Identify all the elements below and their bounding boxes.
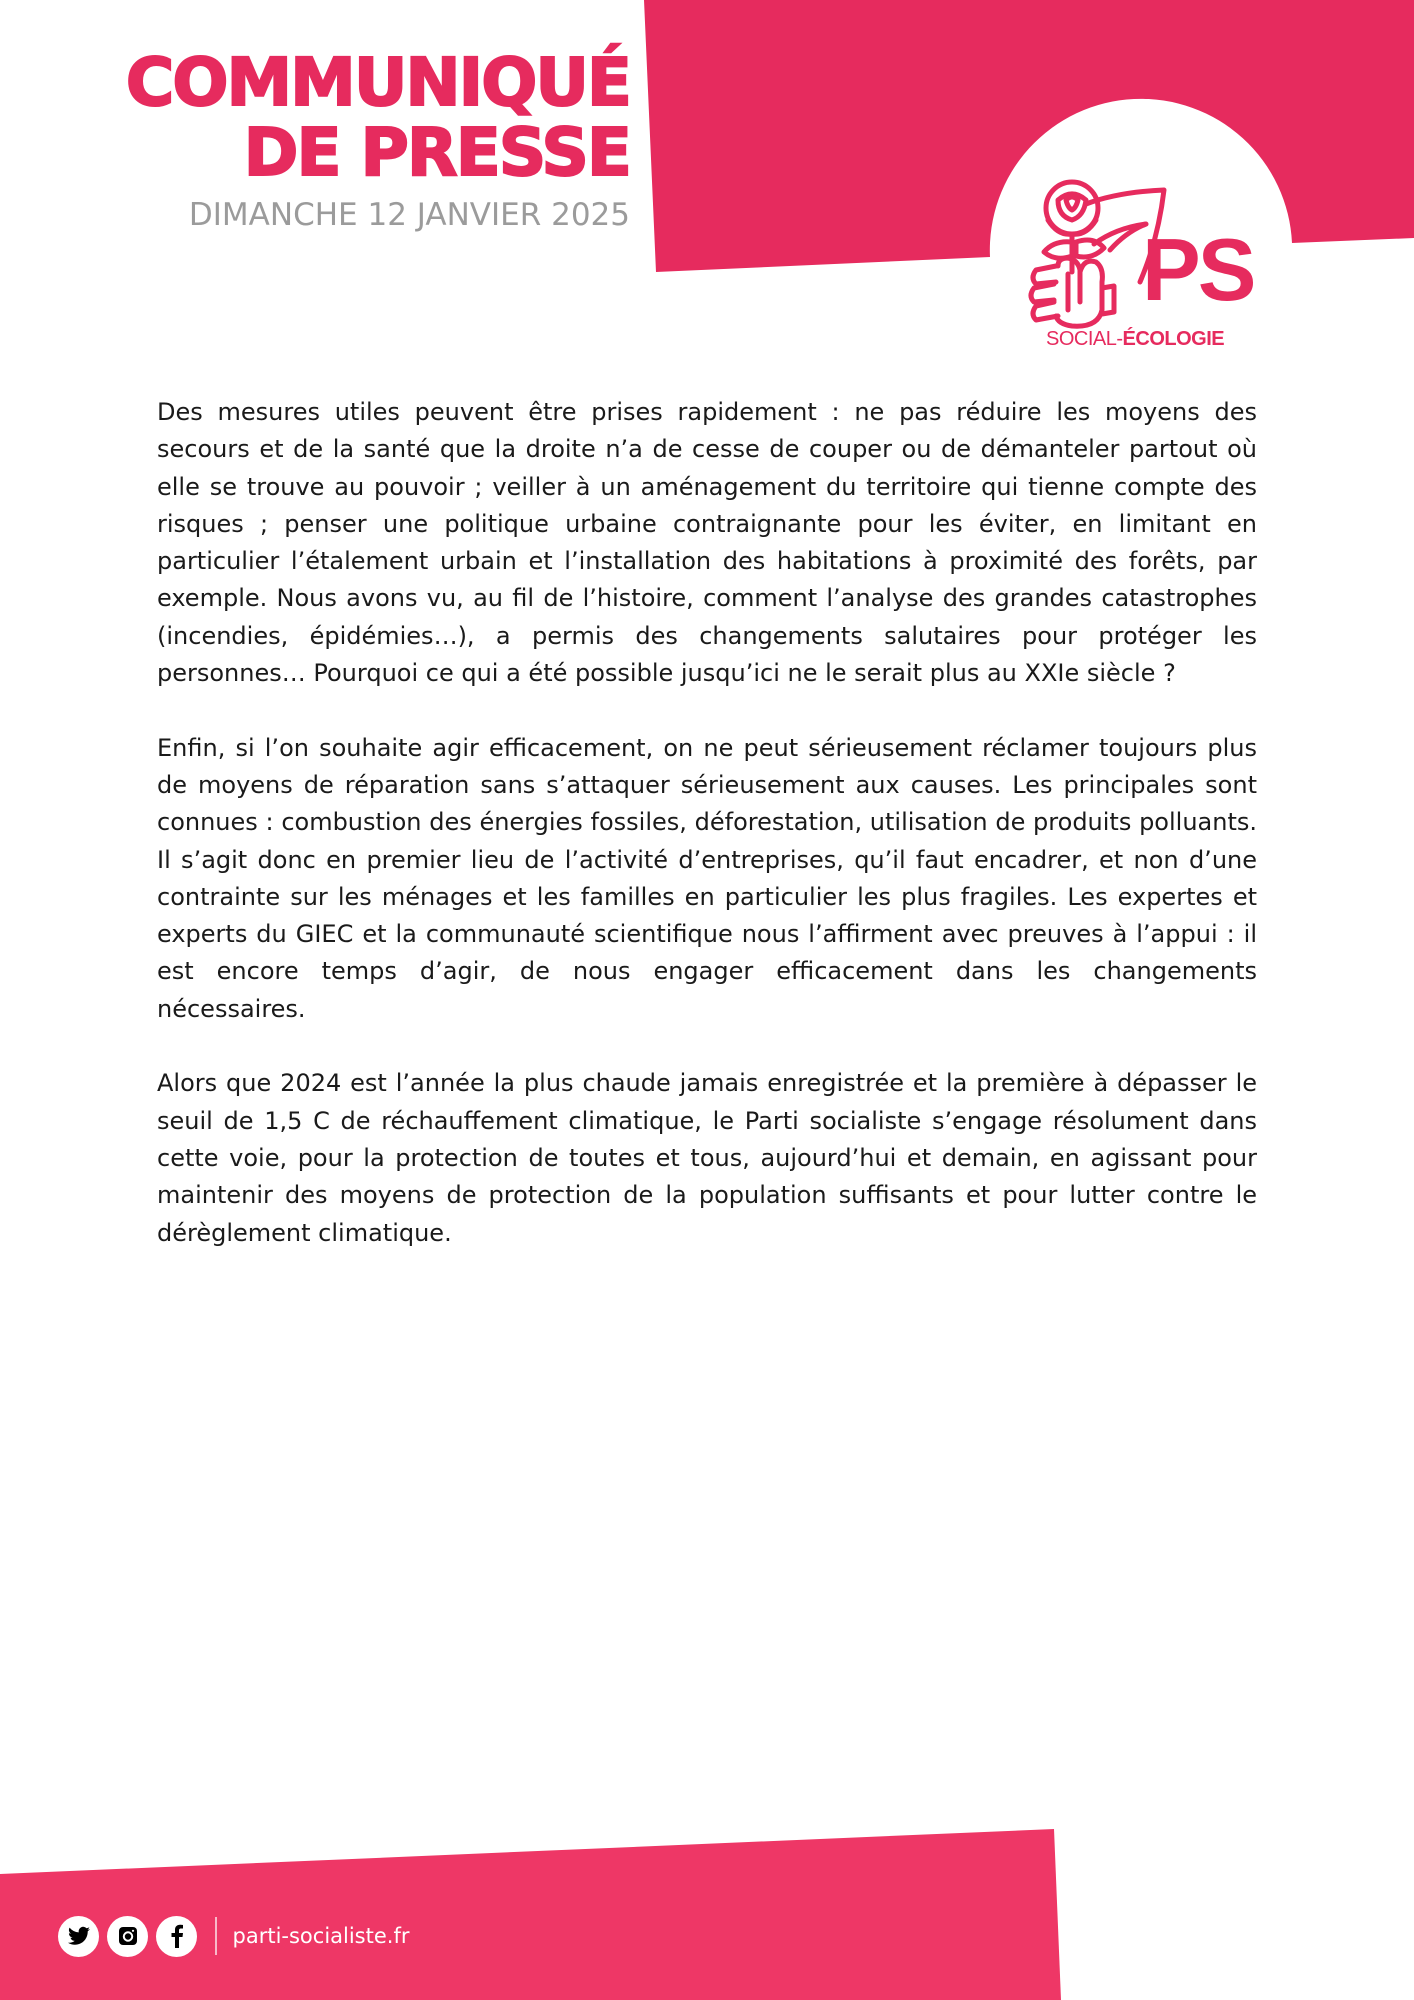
ps-logo xyxy=(1028,170,1264,356)
facebook-icon xyxy=(171,1924,183,1948)
logo-tagline xyxy=(1046,328,1224,350)
twitter-icon xyxy=(68,1926,90,1946)
instagram-icon xyxy=(119,1927,137,1945)
body-paragraph-1: Des mesures utiles peuvent être prises rapidement : ne pas réduire les moyens des secours et de la santé que la droite n’a de cesse de couper ou de démanteler partout où elle se trouve au pouvoir ; veiller à un aménagement du territoire qui tienne compte des risques ; penser une politique urbaine contraignante pour les éviter, en limitant en particulier l’étalement urbain et l’installation des habitations à proximité des forêts, par exemple. Nous avons vu, au fil de l’histoire, comment l’analyse des grandes catastrophes (incendies, épidémies…), a permis des changements salutaires pour protéger les personnes… Pourquoi ce qui a été possible jusqu’ici ne le serait plus au XXIe siècle ? xyxy=(157,398,1257,688)
facebook-link[interactable] xyxy=(156,1916,197,1957)
social-links xyxy=(58,1915,409,1957)
twitter-link[interactable] xyxy=(58,1916,99,1957)
footer-banner xyxy=(0,1820,1414,2000)
logo-letters: PS xyxy=(1142,220,1254,319)
press-release-body xyxy=(157,394,1257,1289)
instagram-link[interactable] xyxy=(107,1916,148,1957)
title-block xyxy=(125,44,630,234)
page-title-line2: DE PRESSE xyxy=(243,114,630,191)
website-link[interactable]: parti-socialiste.fr xyxy=(232,1924,410,1948)
body-paragraph-2: Enfin, si l’on souhaite agir efficacement, on ne peut sérieusement réclamer toujours plus de moyens de réparation sans s’attaquer sérieusement aux causes. Les principales sont connues : combustion des énergies fossiles, déforestation, utilisation de produits polluants. Il s’agit donc en premier lieu de l’activité d’entreprises, qu’il faut encadrer, et non d’une contrainte sur les ménages et les familles en particulier les plus fragiles. Les expertes et experts du GIEC et la communauté scientifique nous l’affirment avec preuves à l’appui : il est encore temps d’agir, de nous engager efficacement dans les changements nécessaires. xyxy=(157,733,1257,1023)
logo-tagline-social: SOCIAL- xyxy=(1046,328,1123,350)
logo-tagline-ecologie: ÉCOLOGIE xyxy=(1122,328,1225,350)
footer-divider xyxy=(215,1917,217,1955)
body-paragraph-3: Alors que 2024 est l’année la plus chaude jamais enregistrée et la première à dépasser le seuil de 1,5 C de réchauffement climatique, le Parti socialiste s’engage résolument dans cette voie, pour la protection de toutes et tous, aujourd’hui et demain, en agissant pour maintenir des moyens de protection de la population suffisants et pour lutter contre le dérèglement climatique. xyxy=(157,1069,1257,1247)
publication-date: DIMANCHE 12 JANVIER 2025 xyxy=(188,197,630,233)
page-title-line1: COMMUNIQUÉ xyxy=(125,44,630,121)
